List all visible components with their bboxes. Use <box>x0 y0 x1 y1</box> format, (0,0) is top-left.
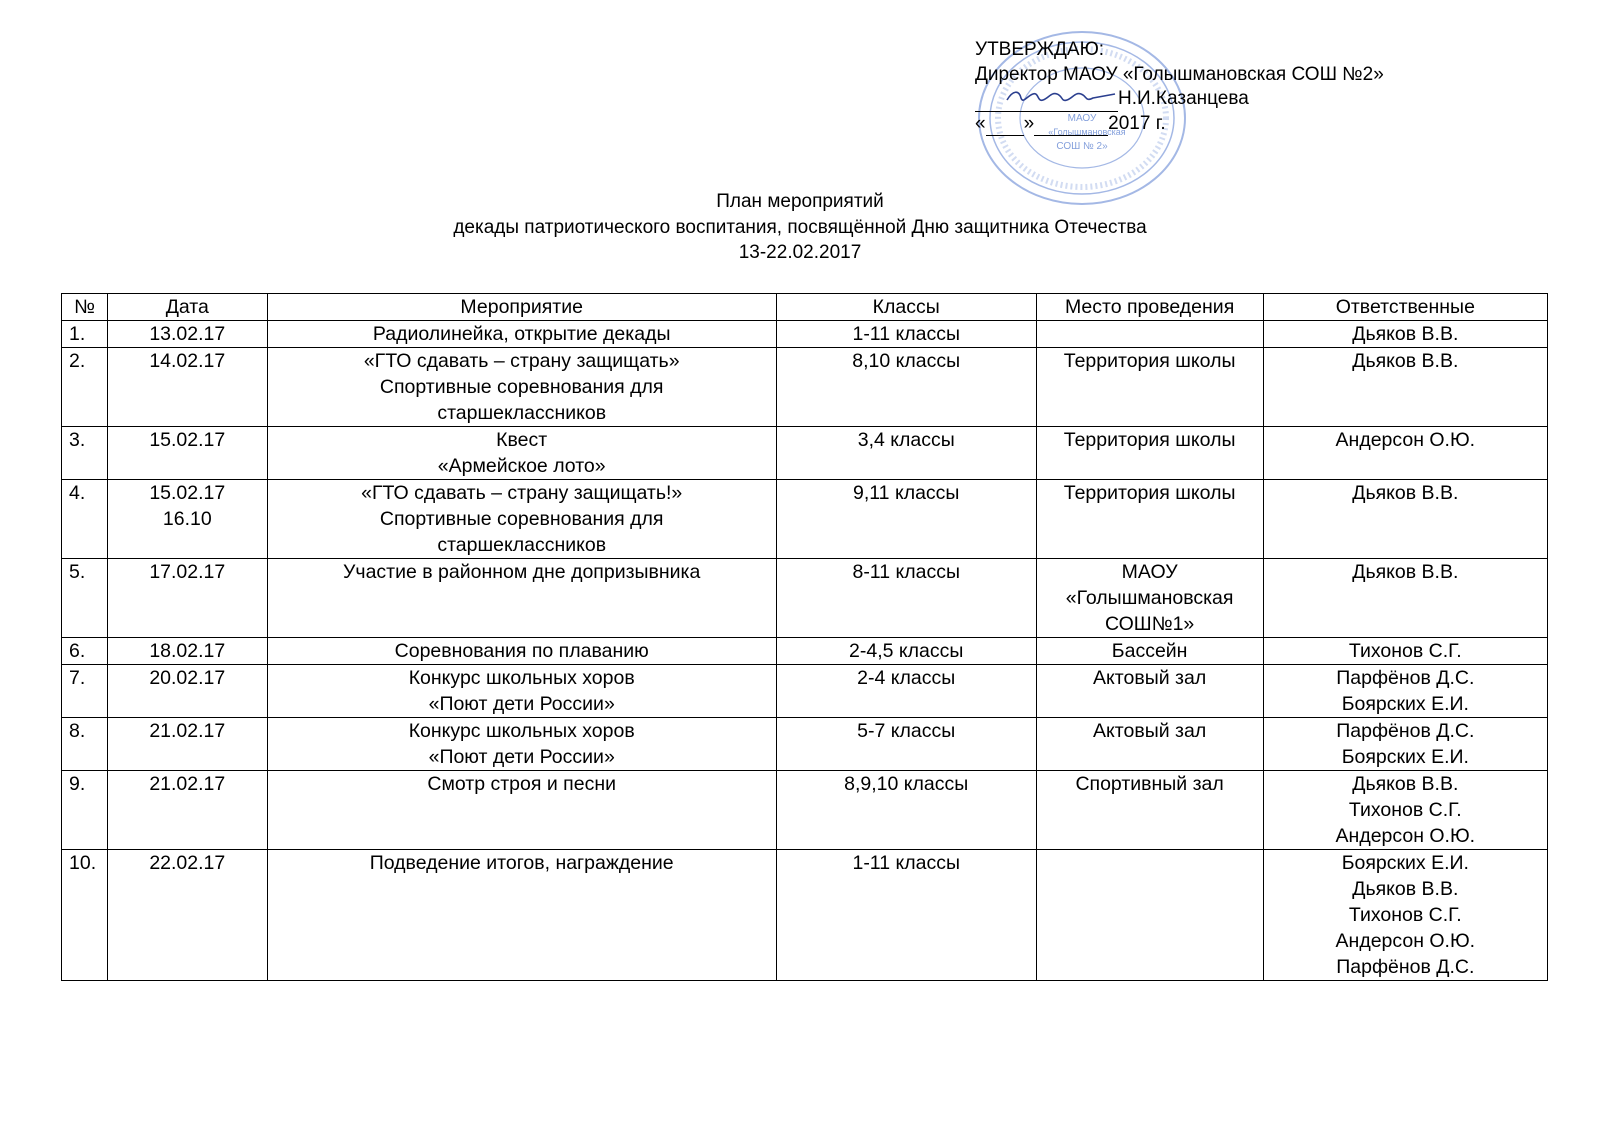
table-header-row <box>62 294 1548 321</box>
header-date: Дата <box>108 294 268 321</box>
cell-num: 6. <box>62 638 108 665</box>
cell-responsible: Дьяков В.В. <box>1263 321 1547 348</box>
cell-classes: 2-4 классы <box>776 665 1036 718</box>
cell-classes: 3,4 классы <box>776 427 1036 480</box>
cell-date: 22.02.17 <box>108 850 268 981</box>
cell-responsible: Боярских Е.И. Дьяков В.В. Тихонов С.Г. Андерсон О.Ю. Парфёнов Д.С. <box>1263 850 1547 981</box>
cell-place: МАОУ «Голышмановская СОШ№1» <box>1036 559 1263 638</box>
cell-responsible: Парфёнов Д.С. Боярских Е.И. <box>1263 665 1547 718</box>
cell-num: 9. <box>62 771 108 850</box>
cell-classes: 1-11 классы <box>776 850 1036 981</box>
cell-responsible: Дьяков В.В. <box>1263 480 1547 559</box>
table-row <box>62 718 1548 771</box>
title-line-2: декады патриотического воспитания, посвящённой Дню защитника Отечества <box>453 216 1147 238</box>
month-blank <box>1034 117 1108 136</box>
director-line: Директор МАОУ «Голышмановская СОШ №2» <box>975 63 1384 85</box>
cell-classes: 8-11 классы <box>776 559 1036 638</box>
cell-classes: 1-11 классы <box>776 321 1036 348</box>
cell-classes: 8,10 классы <box>776 348 1036 427</box>
date-close-quote: » <box>1023 112 1035 134</box>
cell-place <box>1036 850 1263 981</box>
table-row <box>62 321 1548 348</box>
day-blank <box>986 117 1024 136</box>
cell-event: Соревнования по плаванию <box>267 638 776 665</box>
stamp-text-3: СОШ № 2» <box>1056 141 1108 152</box>
table-row <box>62 771 1548 850</box>
title-line-3: 13-22.02.2017 <box>738 242 862 263</box>
cell-date: 15.02.17 <box>108 427 268 480</box>
director-name: Н.И.Казанцева <box>1118 88 1249 109</box>
cell-responsible: Парфёнов Д.С. Боярских Е.И. <box>1263 718 1547 771</box>
header-num: № <box>62 294 108 321</box>
handwritten-signature <box>1003 84 1118 110</box>
cell-responsible: Андерсон О.Ю. <box>1263 427 1547 480</box>
cell-responsible: Дьяков В.В. Тихонов С.Г. Андерсон О.Ю. <box>1263 771 1547 850</box>
cell-num: 1. <box>62 321 108 348</box>
cell-num: 7. <box>62 665 108 718</box>
cell-num: 4. <box>62 480 108 559</box>
table-row <box>62 850 1548 981</box>
cell-classes: 2-4,5 классы <box>776 638 1036 665</box>
header-responsible: Ответственные <box>1263 294 1547 321</box>
approval-date-line <box>975 112 1384 137</box>
cell-event: Подведение итогов, награждение <box>267 850 776 981</box>
title-line-1: План мероприятий <box>716 191 884 212</box>
cell-num: 10. <box>62 850 108 981</box>
cell-date: 18.02.17 <box>108 638 268 665</box>
cell-place: Территория школы <box>1036 427 1263 480</box>
cell-place: Территория школы <box>1036 480 1263 559</box>
cell-event: «ГТО сдавать – страну защищать» Спортивные соревнования для старшеклассников <box>267 348 776 427</box>
cell-place: Территория школы <box>1036 348 1263 427</box>
cell-classes: 9,11 классы <box>776 480 1036 559</box>
table-row <box>62 638 1548 665</box>
approve-heading: УТВЕРЖДАЮ: <box>975 39 1105 60</box>
cell-date: 21.02.17 <box>108 718 268 771</box>
cell-date: 17.02.17 <box>108 559 268 638</box>
approval-year: 2017 г. <box>1108 112 1166 134</box>
cell-event: Квест «Армейское лото» <box>267 427 776 480</box>
events-table <box>61 293 1548 981</box>
cell-num: 8. <box>62 718 108 771</box>
cell-place: Бассейн <box>1036 638 1263 665</box>
table-row <box>62 427 1548 480</box>
date-open-quote: « <box>975 112 986 134</box>
cell-date: 14.02.17 <box>108 348 268 427</box>
cell-num: 5. <box>62 559 108 638</box>
cell-num: 2. <box>62 348 108 427</box>
table-row <box>62 348 1548 427</box>
cell-event: Радиолинейка, открытие декады <box>267 321 776 348</box>
cell-responsible: Дьяков В.В. <box>1263 348 1547 427</box>
cell-date: 15.02.17 16.10 <box>108 480 268 559</box>
cell-place: Актовый зал <box>1036 665 1263 718</box>
cell-event: Конкурс школьных хоров «Поют дети России» <box>267 665 776 718</box>
cell-classes: 5-7 классы <box>776 718 1036 771</box>
table-row <box>62 665 1548 718</box>
cell-event: Конкурс школьных хоров «Поют дети России» <box>267 718 776 771</box>
header-place: Место проведения <box>1036 294 1263 321</box>
table-row <box>62 559 1548 638</box>
cell-place <box>1036 321 1263 348</box>
cell-event: Участие в районном дне допризывника <box>267 559 776 638</box>
document-title <box>0 189 1600 266</box>
header-event: Мероприятие <box>267 294 776 321</box>
table-row <box>62 480 1548 559</box>
cell-event: Смотр строя и песни <box>267 771 776 850</box>
cell-date: 20.02.17 <box>108 665 268 718</box>
stamp-text-2: «Голышмановская <box>1048 127 1126 137</box>
cell-responsible: Тихонов С.Г. <box>1263 638 1547 665</box>
stamp-text-1: МАОУ <box>1067 113 1097 124</box>
cell-date: 21.02.17 <box>108 771 268 850</box>
cell-responsible: Дьяков В.В. <box>1263 559 1547 638</box>
cell-place: Спортивный зал <box>1036 771 1263 850</box>
cell-place: Актовый зал <box>1036 718 1263 771</box>
header-classes: Классы <box>776 294 1036 321</box>
cell-date: 13.02.17 <box>108 321 268 348</box>
cell-num: 3. <box>62 427 108 480</box>
cell-event: «ГТО сдавать – страну защищать!» Спортивные соревнования для старшеклассников <box>267 480 776 559</box>
cell-classes: 8,9,10 классы <box>776 771 1036 850</box>
